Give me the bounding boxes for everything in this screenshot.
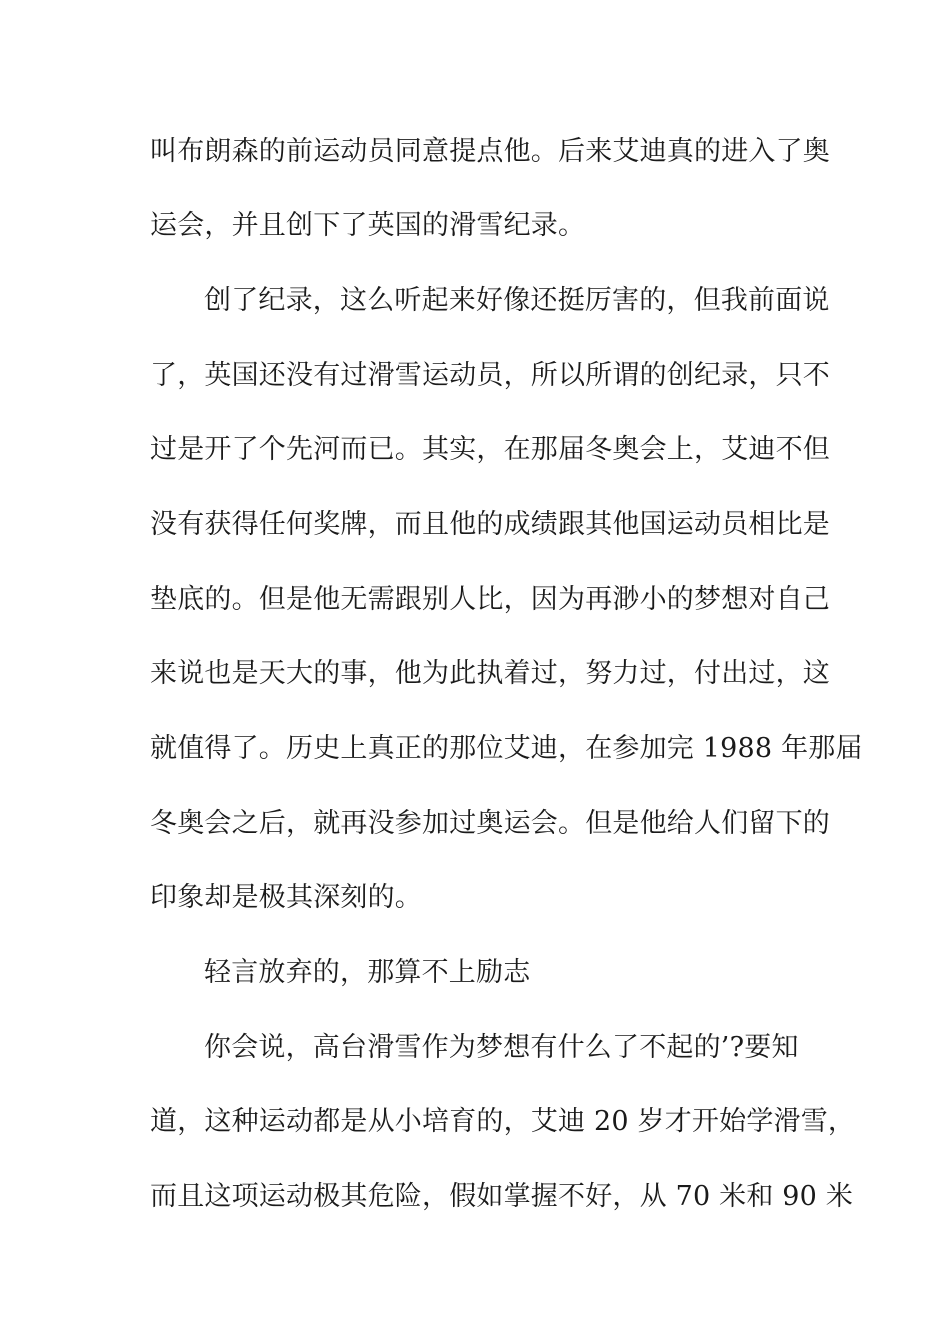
text-line: 冬奥会之后，就再没参加过奥运会。但是他给人们留下的: [150, 808, 830, 839]
text-line: 叫布朗森的前运动员同意提点他。后来艾迪真的进入了奥: [150, 136, 830, 167]
text-line: 印象却是极其深刻的。: [150, 882, 422, 913]
text-line: 而且这项运动极其危险，假如掌握不好，从 70 米和 90 米: [150, 1181, 854, 1212]
section-heading: 轻言放弃的，那算不上励志: [204, 957, 531, 988]
text-line: 过是开了个先河而已。其实，在那届冬奥会上，艾迪不但: [150, 434, 830, 465]
paragraph-first-line: 你会说，高台滑雪作为梦想有什么了不起的’?要知: [204, 1032, 799, 1063]
text-line: 运会，并且创下了英国的滑雪纪录。: [150, 210, 586, 241]
text-line: 了，英国还没有过滑雪运动员，所以所谓的创纪录，只不: [150, 360, 830, 391]
paragraph-first-line: 创了纪录，这么听起来好像还挺厉害的，但我前面说: [204, 285, 830, 316]
text-line: 道，这种运动都是从小培育的，艾迪 20 岁才开始学滑雪，: [150, 1106, 856, 1137]
text-line: 就值得了。历史上真正的那位艾迪，在参加完 1988 年那届: [150, 733, 863, 764]
text-line: 垫底的。但是他无需跟别人比，因为再渺小的梦想对自己: [150, 584, 830, 615]
text-line: 没有获得任何奖牌，而且他的成绩跟其他国运动员相比是: [150, 509, 830, 540]
text-line: 来说也是天大的事，他为此执着过，努力过，付出过，这: [150, 658, 830, 689]
